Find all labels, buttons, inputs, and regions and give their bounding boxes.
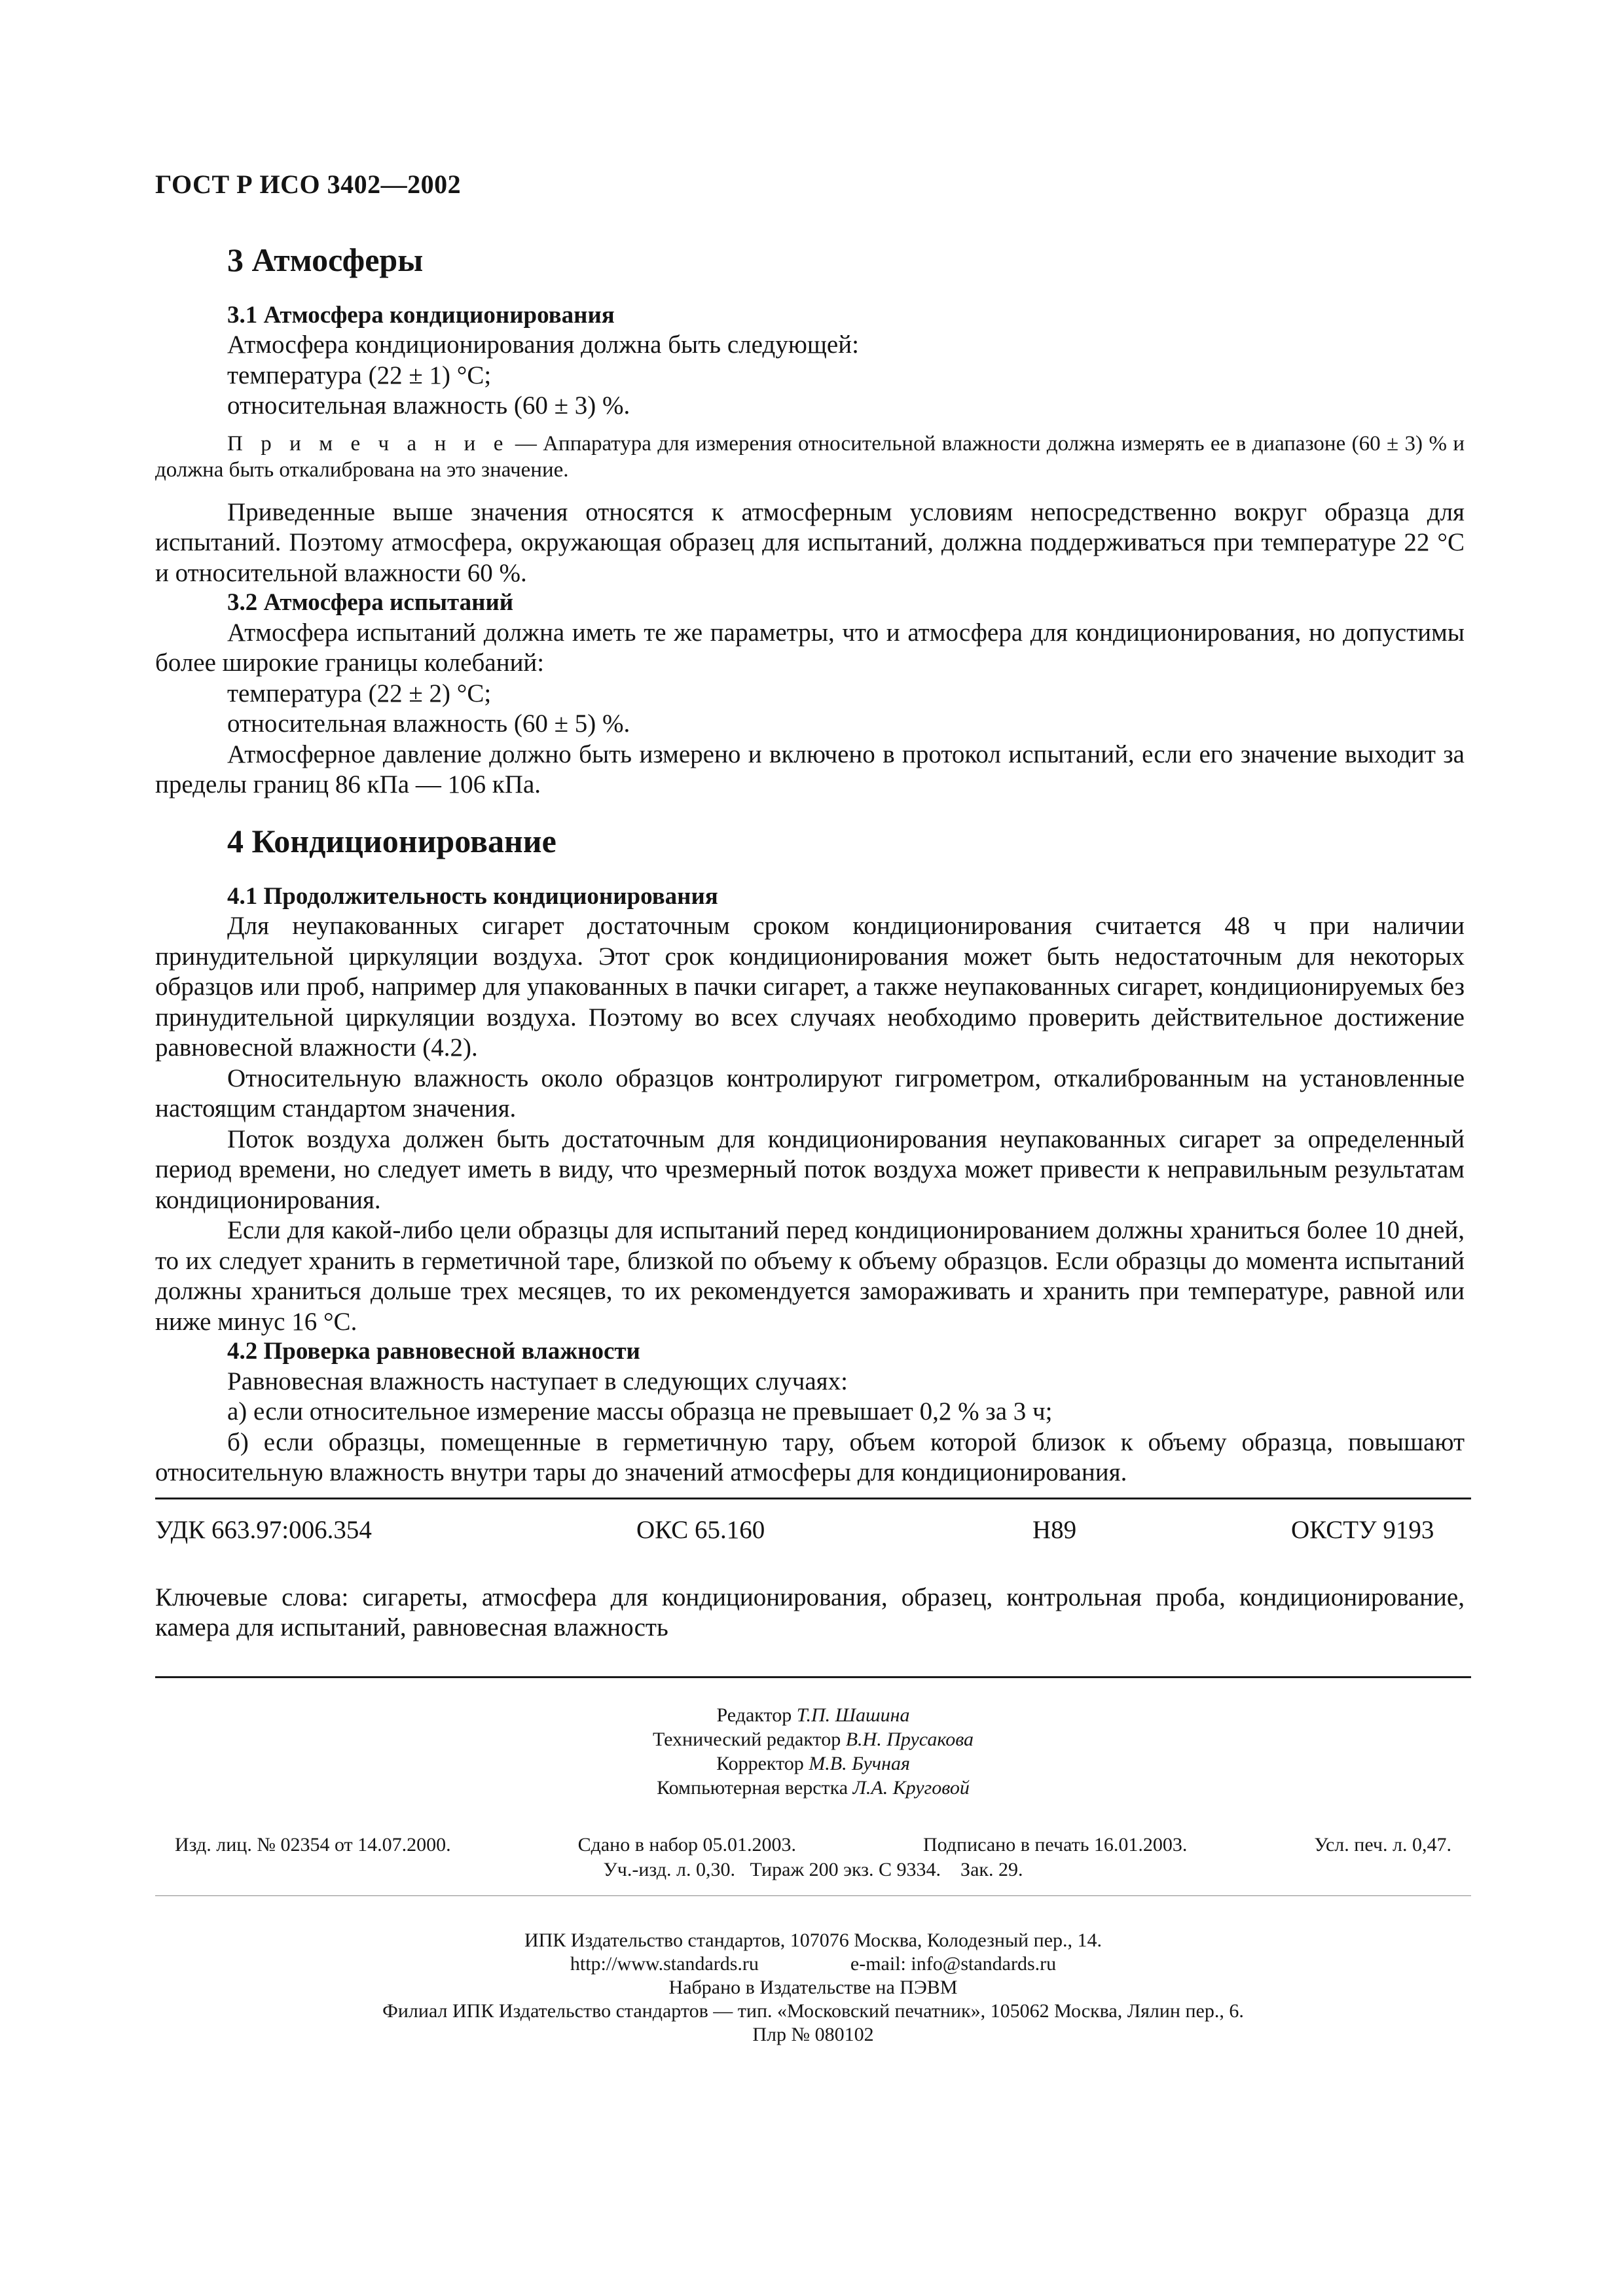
section-3-title: 3 Атмосферы xyxy=(227,242,424,278)
section-4-2-item-a: а) если относительное измерение массы образца не превышает 0,2 % за 3 ч; xyxy=(227,1397,1053,1426)
signed-to-print: Подписано в печать 16.01.2003. xyxy=(922,1833,1188,1856)
note-text: — Аппаратура для измерения относительной влажности должна измерять ее в диапазоне (60 ± 3) % и должна быть откалибрована на это значение. xyxy=(155,431,1465,482)
oks-code: ОКС 65.160 xyxy=(636,1515,765,1544)
sent-to-typeset: Сдано в набор 05.01.2003. xyxy=(577,1833,797,1856)
license: Изд. лиц. № 02354 от 14.07.2000. xyxy=(175,1833,451,1856)
note xyxy=(155,431,1465,483)
section-4-1-paragraph-2: Относительную влажность около образцов контролируют гигрометром, откалиброванным на установленные настоящим стандартом значения. xyxy=(155,1064,1465,1123)
section-3-1-line-2: температура (22 ± 1) °С; xyxy=(227,361,492,389)
okstu-code: ОКСТУ 9193 xyxy=(1291,1515,1434,1544)
credit-editor: Редактор Т.П. Шашина xyxy=(716,1704,910,1726)
section-4-1-paragraph-4: Если для какой-либо цели образцы для испытаний перед кондиционированием должны храниться более 10 дней, то их следует хранить в герметичной таре, близкой по объему к объему образцов. Если образцы до момента испытаний должны храниться дольше трех месяцев, то их рекомендуется замораживать и хранить при температуре, равной или ниже минус 16 °С. xyxy=(155,1216,1465,1336)
divider-top xyxy=(155,1498,1471,1499)
section-3-1-paragraph: Приведенные выше значения относятся к атмосферным условиям непосредственно вокруг образца для испытаний. Поэтому атмосфера, окружающая образец для испытаний, должна поддерживаться при температуре 22 °С и относительной влажности 60 %. xyxy=(155,497,1465,587)
section-4-title: 4 Кондиционирование xyxy=(227,822,556,859)
note-label: П р и м е ч а н и е xyxy=(227,431,509,456)
section-3-1-line-3: относительная влажность (60 ± 3) %. xyxy=(227,391,630,420)
website-link[interactable]: http://www.standards.ru xyxy=(570,1952,759,1975)
section-4-1-paragraph-1: Для неупакованных сигарет достаточным сроком кондиционирования считается 48 ч при наличии принудительной циркуляции воздуха. Этот срок кондиционирования может быть недостаточным для некоторых образцов или проб, например для упакованных в пачки сигарет, а также неупакованных сигарет, кондиционируемых без принудительной циркуляции воздуха. Поэтому во всех случаях необходимо проверить действительное достижение равновесной влажности (4.2). xyxy=(155,912,1465,1062)
typeset-note: Набрано в Издательстве на ПЭВМ xyxy=(668,1976,958,1998)
publication-info xyxy=(155,1833,1471,1882)
section-3-2-line-2: относительная влажность (60 ± 5) %. xyxy=(227,709,630,738)
main-content xyxy=(155,239,1465,2047)
publication-line-2: Уч.-изд. л. 0,30. Тираж 200 экз. С 9334. Зак. 29. xyxy=(603,1858,1023,1880)
section-4-2-title: 4.2 Проверка равновесной влажности xyxy=(227,1338,640,1365)
section-4-1-paragraph-3: Поток воздуха должен быть достаточным для кондиционирования неупакованных сигарет за определенный период времени, но следует иметь в виду, что чрезмерный поток воздуха может привести к неправильным результатам кондиционирования. xyxy=(155,1124,1465,1214)
print-sheets: Усл. печ. л. 0,47. xyxy=(1314,1833,1451,1856)
credits xyxy=(155,1703,1471,1800)
printer-address: Филиал ИПК Издательство стандартов — тип. «Московский печатник», 105062 Москва, Лялин пер., 6. xyxy=(382,2000,1244,2022)
credit-corrector: Корректор М.В. Бучная xyxy=(716,1752,910,1774)
section-3-2-title: 3.2 Атмосфера испытаний xyxy=(227,589,514,617)
classification-codes xyxy=(155,1515,1465,1545)
keywords: Ключевые слова: сигареты, атмосфера для кондиционирования, образец, контрольная проба, кондиционирование, камера для испытаний, равновесная влажность xyxy=(155,1583,1465,1642)
divider-middle xyxy=(155,1676,1471,1678)
credit-layout: Компьютерная верстка Л.А. Круговой xyxy=(657,1776,970,1799)
section-3-1-line-1: Атмосфера кондиционирования должна быть следующей: xyxy=(227,331,859,359)
page-header: ГОСТ Р ИСО 3402—2002 xyxy=(155,170,462,199)
n-code: Н89 xyxy=(1032,1515,1077,1544)
section-3-2-line-1: температура (22 ± 2) °С; xyxy=(227,679,492,708)
credit-tech-editor: Технический редактор В.Н. Прусакова xyxy=(652,1728,974,1750)
section-3-2-paragraph-1: Атмосфера испытаний должна иметь те же параметры, что и атмосфера для кондиционирования, но допустимы более широкие границы колебаний: xyxy=(155,618,1465,677)
plr-number: Плр № 080102 xyxy=(752,2023,874,2045)
section-4-2-item-b: б) если образцы, помещенные в герметичную тару, объем которой близок к объему образца, повышают относительную влажность внутри тары до значений атмосферы для кондиционирования. xyxy=(155,1427,1465,1487)
publisher-footer xyxy=(155,1929,1471,2047)
udk-code: УДК 663.97:006.354 xyxy=(155,1515,372,1544)
section-3-2-paragraph-2: Атмосферное давление должно быть измерено и включено в протокол испытаний, если его значение выходит за пределы границ 86 кПа — 106 кПа. xyxy=(155,740,1465,799)
publisher-address: ИПК Издательство стандартов, 107076 Москва, Колодезный пер., 14. xyxy=(524,1929,1103,1951)
section-4-1-title: 4.1 Продолжительность кондиционирования xyxy=(227,882,718,910)
divider-bottom xyxy=(155,1895,1471,1896)
section-3-1-title: 3.1 Атмосфера кондиционирования xyxy=(227,302,615,329)
email-link[interactable]: e-mail: info@standards.ru xyxy=(850,1952,1057,1975)
section-4-2-line-1: Равновесная влажность наступает в следующих случаях: xyxy=(227,1367,848,1395)
